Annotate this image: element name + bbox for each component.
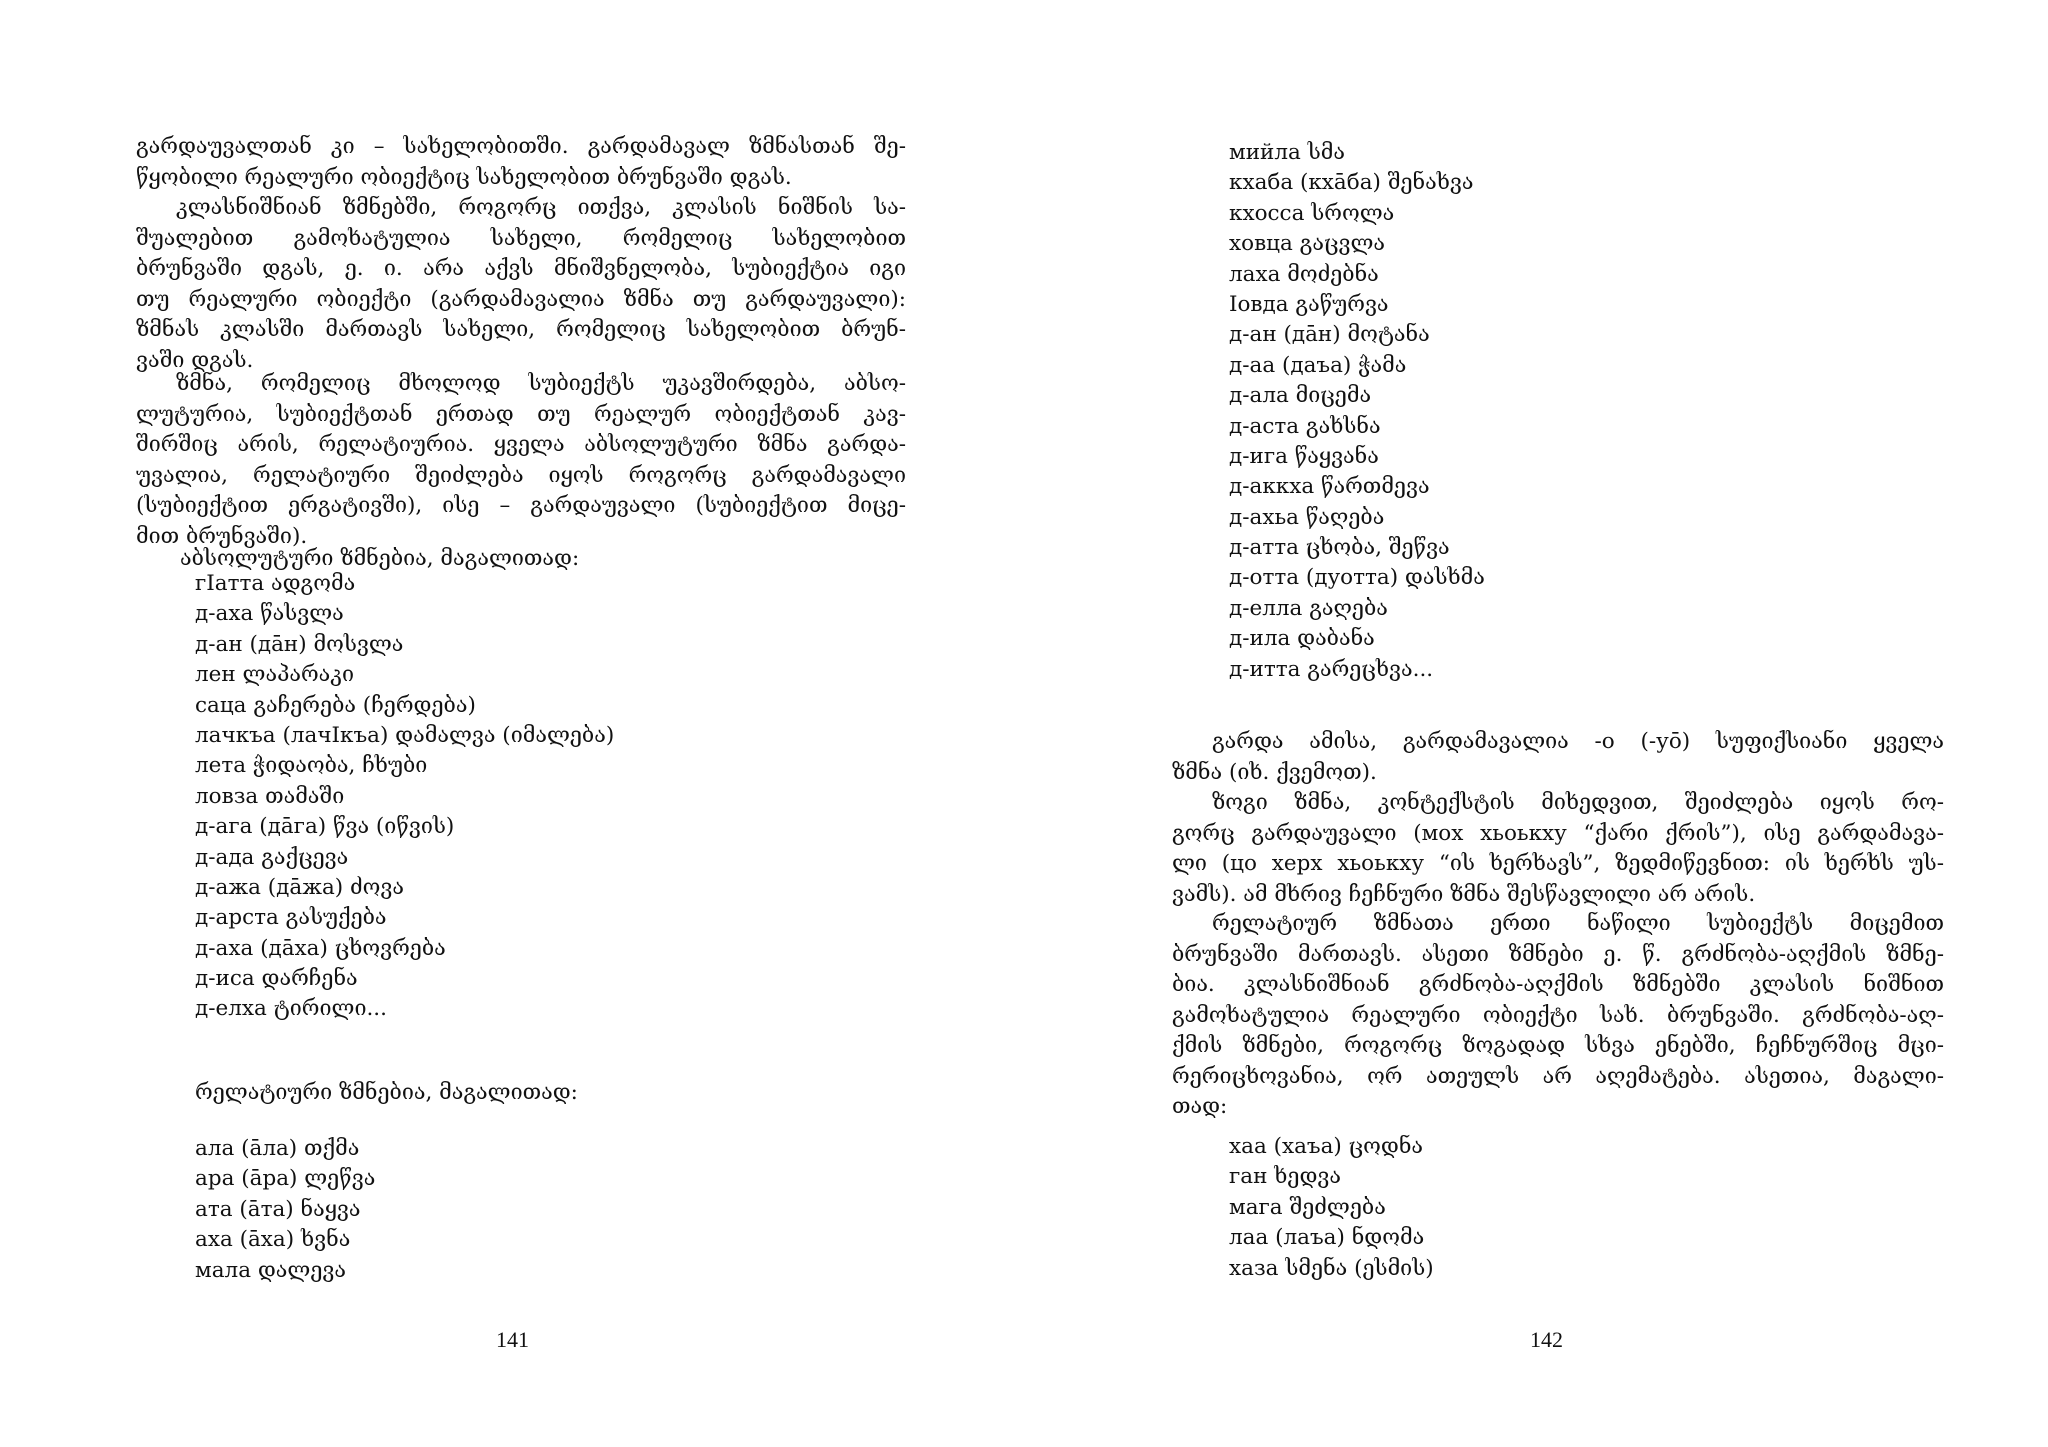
text-line: (სუბიექტით ერგატივში), ისე – გარდაუვალი (სუბიექტით მიცე- <box>136 493 906 518</box>
list-item: хаа (хаъа) ცოდნა <box>1229 1134 1424 1159</box>
text-line: ზმნა, რომელიც მხოლოდ სუბიექტს უკავშირდება, აბსო- <box>176 371 906 396</box>
list-item: д-ила დაბანა <box>1229 626 1375 652</box>
relative-verbs-list <box>195 1134 375 1286</box>
list-item: ара (āра) ლეწვა <box>195 1166 376 1192</box>
list-item: д-отта (дуотта) დასხმა <box>1229 565 1485 591</box>
relative-verbs-list-continued <box>1229 138 1485 685</box>
page-number: 142 <box>1530 1327 1563 1352</box>
list-item: д-итта გარეცხვა... <box>1229 656 1434 682</box>
text-line: ბრუნვაში დგას, ე. ი. არა აქვს მნიშვნელობა, სუბიექტია იგი <box>136 256 906 281</box>
list-item: д-арста გასუქება <box>195 905 387 931</box>
list-item: д-ан (дāн) მოსვლა <box>195 631 404 657</box>
list-item: лен ლაპარაკი <box>195 662 355 688</box>
text-line: რერიცხოვანია, ორ ათეულს არ აღემატება. ასეთია, მაგალი- <box>1172 1063 1944 1089</box>
list-item: ала (āла) თქმა <box>195 1136 360 1161</box>
text-line: თად: <box>1172 1094 1228 1119</box>
absolute-verbs-list <box>195 569 614 1025</box>
paragraph <box>136 132 906 193</box>
list-item: д-ага (дāга) წვა (იწვის) <box>195 814 455 840</box>
text-line: შუალებით გამოხატულია სახელი, რომელიც სახელობით <box>136 225 906 251</box>
paragraph <box>1172 727 1944 788</box>
perception-verbs-list <box>1229 1132 1434 1284</box>
list-item: саца გაჩერება (ჩერდება) <box>195 692 476 718</box>
text-line: გამოხატულია რეალური ობიექტი სახ. ბრუნვაში. გრძნობა-აღ- <box>1172 1002 1944 1028</box>
list-item: ховца გაცვლა <box>1229 231 1385 257</box>
list-item: д-елла გაღება <box>1229 595 1388 621</box>
list-item: д-ала მიცემა <box>1229 383 1372 409</box>
list-item: д-ада გაქცევა <box>195 844 349 870</box>
text-line: ვაში დგას. <box>136 347 254 373</box>
text-line: ზმნა (იხ. ქვემოთ). <box>1172 759 1377 785</box>
list-item: д-ига წაყვანა <box>1229 443 1379 469</box>
list-item: д-ажа (дāжа) ძოვა <box>195 874 404 900</box>
list-item: д-аа (даъа) ჭამა <box>1229 352 1407 378</box>
text-line: ბრუნვაში მართავს. ასეთი ზმნები ე. წ. გრძნობა-აღქმის ზმნე- <box>1172 941 1944 967</box>
text-line: უვალია, რელატიური შეიძლება იყოს როგორც გარდამავალი <box>136 462 906 488</box>
list-item: д-аккха წართმევა <box>1229 474 1430 500</box>
text-line: შირშიც არის, რელატიურია. ყველა აბსოლუტური ზმნა გარდა- <box>136 432 906 457</box>
relative-verbs-label: რელატიური ზმნებია, მაგალითად: <box>195 1080 578 1105</box>
text-line: გორც გარდაუვალი (мох хьоькху “ქარი ქრის”), ისე გარდამავა- <box>1172 820 1944 846</box>
list-item: д-ан (дāн) მოტანა <box>1229 322 1430 348</box>
list-item: д-атта ცხობა, შეწვა <box>1229 535 1450 561</box>
list-item: лачкъа (лачIкъа) დამალვა (იმალება) <box>195 722 615 748</box>
list-item: лета ჭიდაობა, ჩხუბი <box>195 753 428 779</box>
list-item: д-аста გახსნა <box>1229 413 1381 439</box>
text-line: ბია. კლასნიშნიან გრძნობა-აღქმის ზმნებში კლასის ნიშნით <box>1172 972 1944 997</box>
list-item: гIатта ადგომა <box>195 571 356 596</box>
list-item: д-ахьа წაღება <box>1229 504 1385 530</box>
text-line: თუ რეალური ობიექტი (გარდამავალია ზმნა თუ გარდაუვალი): <box>136 286 906 312</box>
text-line: გარდაუვალთან კი – სახელობითში. გარდამავალ ზმნასთან შე- <box>136 134 906 159</box>
text-line: ზოგი ზმნა, კონტექსტის მიხედვით, შეიძლება იყოს რო- <box>1212 790 1944 815</box>
list-item: аха (āха) ხვნა <box>195 1227 351 1253</box>
text-line: მით ბრუნვაში). <box>136 523 308 549</box>
list-item: кхосса სროლა <box>1229 200 1395 226</box>
text-line: კლასნიშნიან ზმნებში, როგორც ითქვა, კლასის ნიშნის სა- <box>176 195 906 220</box>
paragraph <box>1172 909 1944 1123</box>
text-line: ვამს). ამ მხრივ ჩეჩნური ზმნა შესწავლილი არ არის. <box>1172 881 1756 907</box>
list-item: мала დალევა <box>195 1257 346 1283</box>
text-line: ზმნას კლასში მართავს სახელი, რომელიც სახელობით ბრუნ- <box>136 317 906 342</box>
list-item: д-иса დარჩენა <box>195 966 358 992</box>
text-line: გარდა ამისა, გარდამავალია -о (-уō) სუფიქსიანი ყველა <box>1212 729 1944 754</box>
absolute-verbs-label: აბსოლუტური ზმნებია, მაგალითად: <box>180 546 580 571</box>
right-page <box>1024 0 2048 1447</box>
list-item: ган ხედვა <box>1229 1164 1341 1190</box>
text-line: ქმის ზმნები, როგორც ზოგადად სხვა ენებში, ჩეჩნურშიც მცი- <box>1172 1033 1944 1058</box>
list-item: ата (āта) ნაყვა <box>195 1196 361 1222</box>
text-line: წყობილი რეალური ობიექტიც სახელობით ბრუნვაში დგას. <box>136 164 792 190</box>
list-item: мийла სმა <box>1229 140 1345 165</box>
paragraph <box>136 193 906 376</box>
list-item: д-аха (дāха) ცხოვრება <box>195 935 446 961</box>
text-line: ლუტურია, სუბიექტთან ერთად თუ რეალურ ობიექტთან კავ- <box>136 401 906 427</box>
list-item: ловза თამაში <box>195 783 345 809</box>
paragraph <box>136 369 906 552</box>
text-line: რელატიურ ზმნათა ერთი ნაწილი სუბიექტს მიცემით <box>1212 911 1944 936</box>
list-item: лаха მოძებნა <box>1229 261 1379 287</box>
list-item: кхаба (кхāба) შენახვა <box>1229 170 1474 196</box>
list-item: д-аха წასვლა <box>195 601 344 627</box>
paragraph <box>1172 788 1944 910</box>
text-line: ლი (цо херх хьоькху “ის ხერხავს”, ზედმიწევნით: ის ხერხს უს- <box>1172 851 1944 876</box>
page-number: 141 <box>496 1327 529 1352</box>
list-item: хаза სმენა (ესმის) <box>1229 1255 1434 1281</box>
list-item: лаа (лаъа) ნდომა <box>1229 1225 1425 1251</box>
list-item: д-елха ტირილი... <box>195 996 387 1022</box>
list-item: Iовда გაწურვა <box>1229 291 1389 317</box>
list-item: мага შეძლება <box>1229 1194 1386 1220</box>
